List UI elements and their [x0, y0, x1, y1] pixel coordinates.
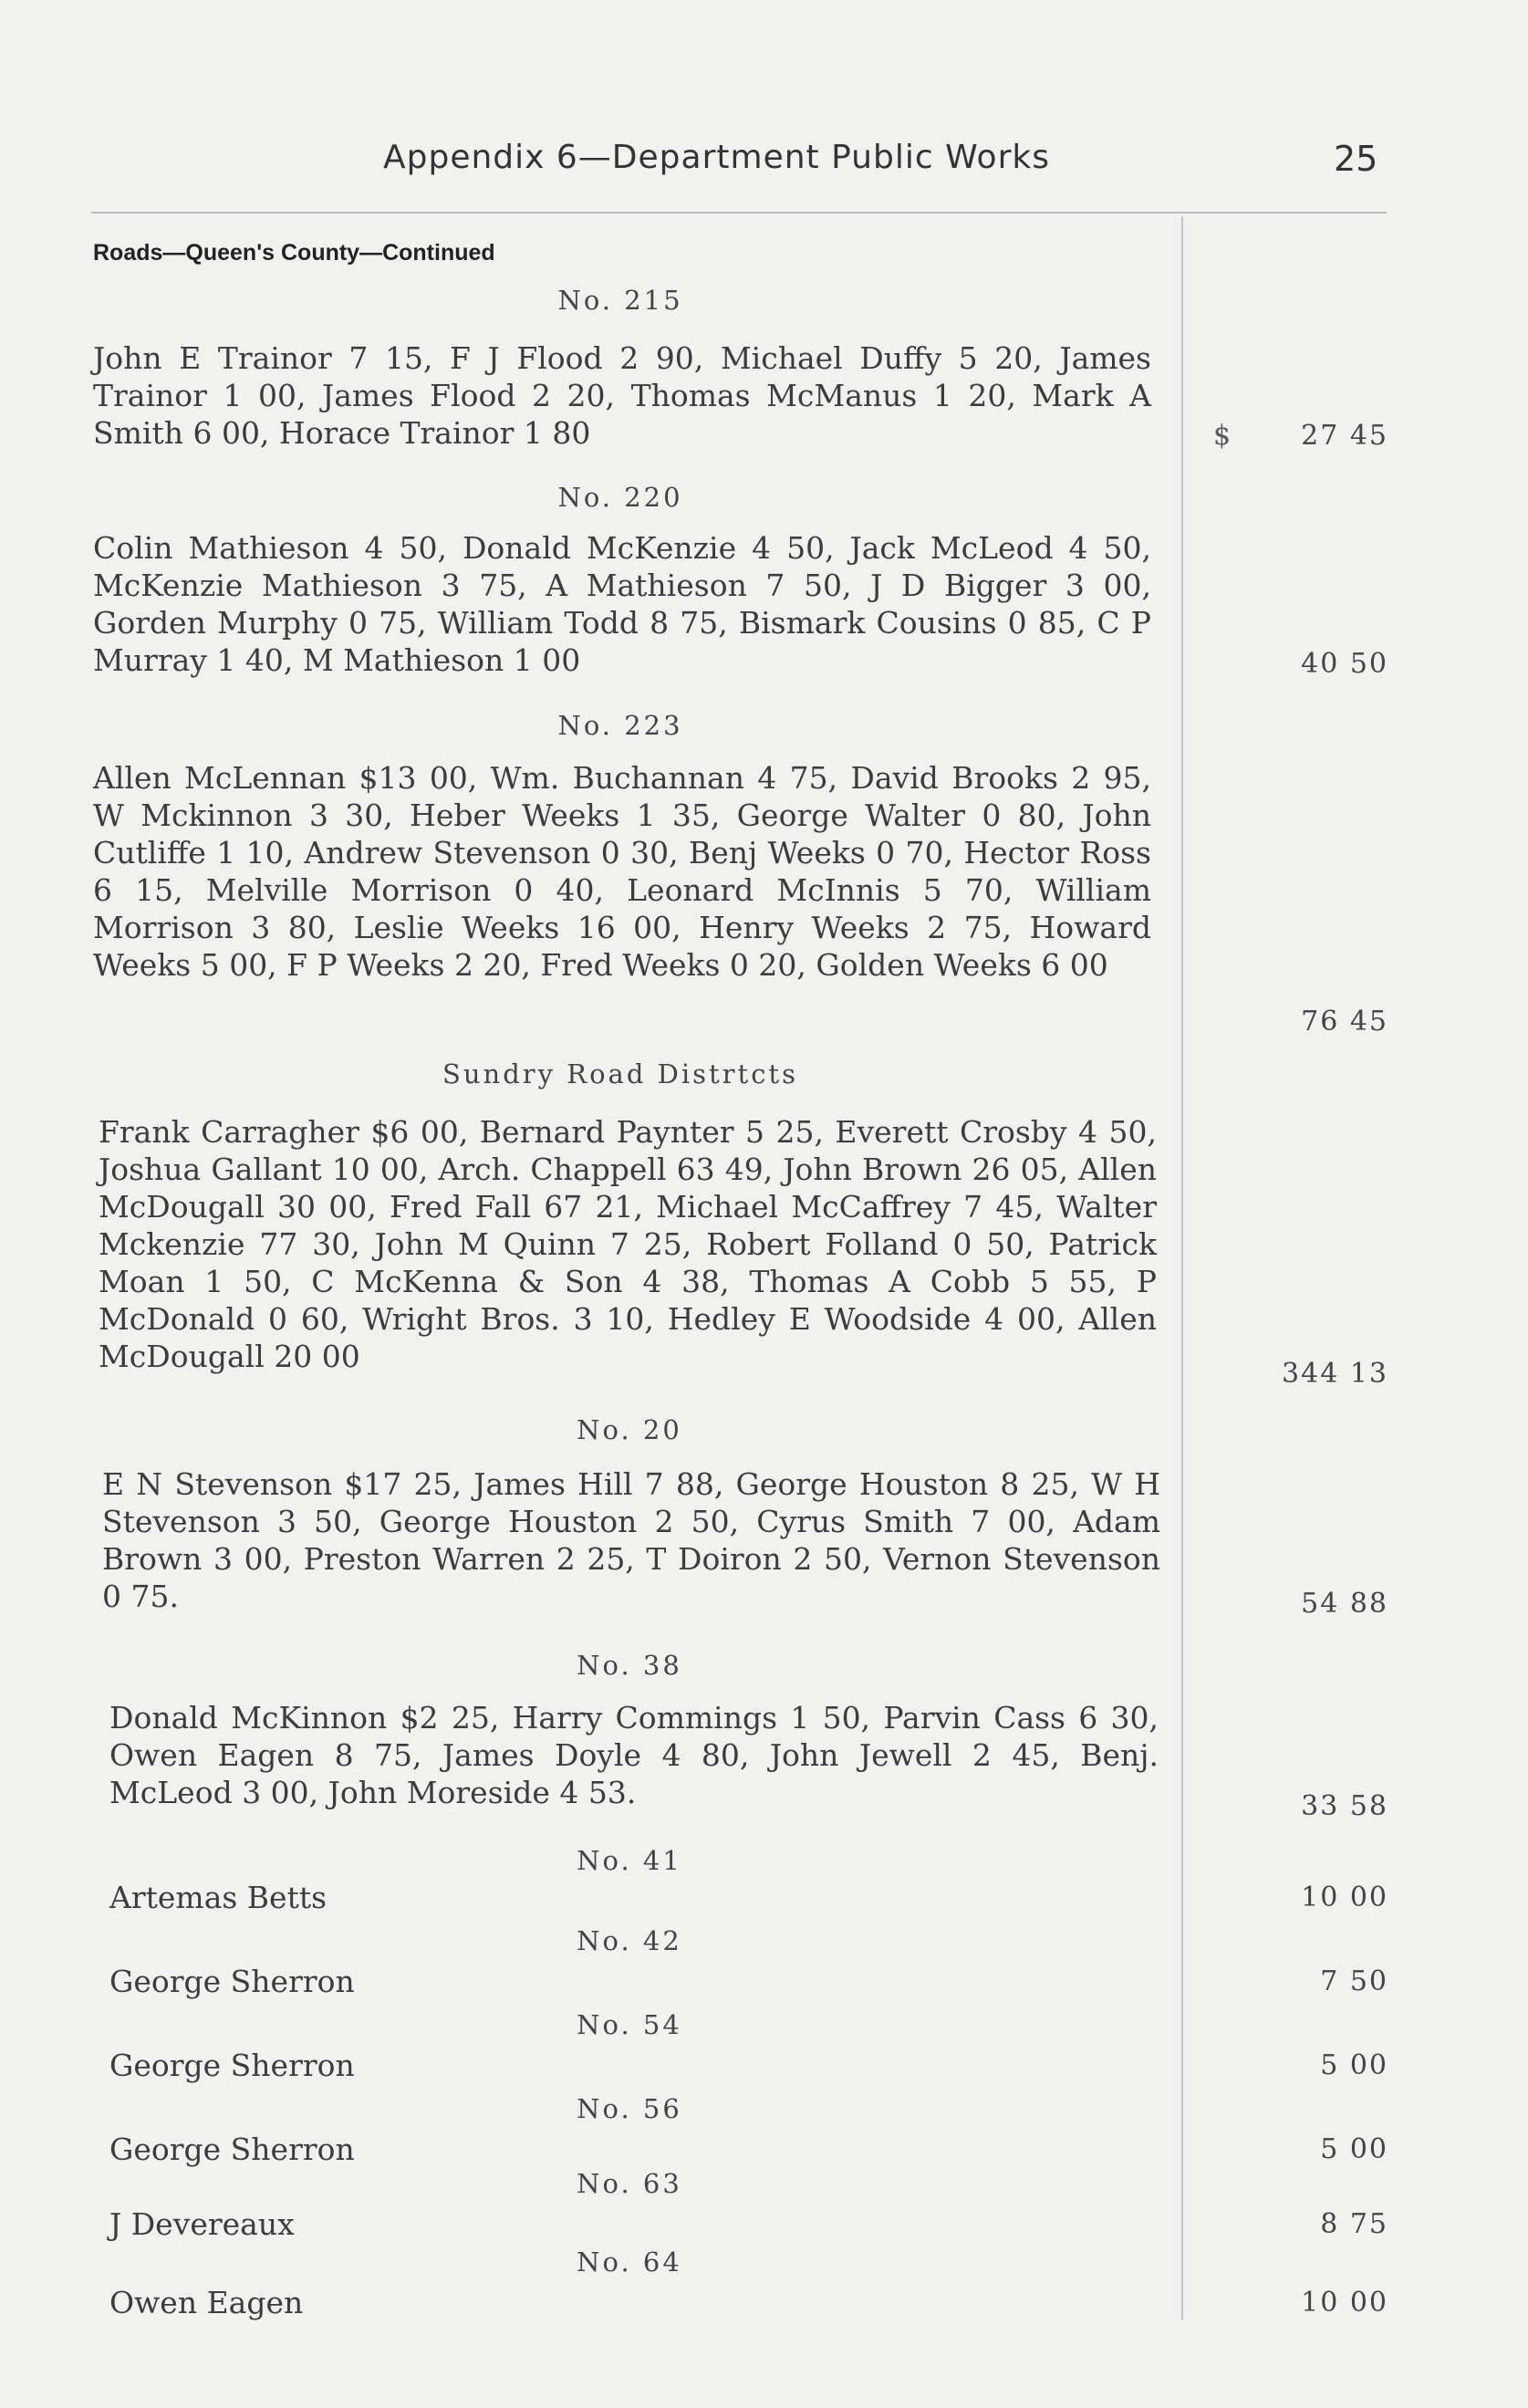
- district-entry-text: J Devereaux: [109, 2206, 295, 2242]
- district-entry-text: Artemas Betts: [109, 1880, 327, 1915]
- district-heading: No. 41: [577, 1845, 682, 1876]
- district-amount: 5 00: [1320, 2049, 1388, 2081]
- district-heading: No. 56: [577, 2093, 682, 2124]
- district-entry-text: Frank Carragher $6 00, Bernard Paynter 5 25, Everett Crosby 4 50, Joshua Gallant 10 00, Arch. Chappell 63 49, John Brown 26 05, Allen McDougall 30 00, Fred Fall 67 21, Michael McCaffrey 7 45, Walter Mckenzie 77 30, John M Quinn 7 25, Robert Folland 0 50, Patrick Moan 1 50, C McKenna & Son 4 38, Thomas A Cobb 5 55, P McDonald 0 60, Wright Bros. 3 10, Hedley E Woodside 4 00, Allen McDougall 20 00: [99, 1114, 1157, 1374]
- amount-column-rule: [1181, 217, 1183, 2320]
- district-heading: No. 38: [577, 1650, 682, 1681]
- district-amount: 40 50: [1301, 648, 1388, 680]
- district-entry-text: Colin Mathieson 4 50, Donald McKenzie 4 50, Jack McLeod 4 50, McKenzie Mathieson 3 75, A Mathieson 7 50, J D Bigger 3 00, Gorden Murphy 0 75, William Todd 8 75, Bismark Cousins 0 85, C P Murray 1 40, M Mathieson 1 00: [93, 530, 1151, 678]
- district-heading: No. 64: [577, 2246, 682, 2278]
- section-label: Roads—Queen's County—Continued: [93, 240, 495, 266]
- district-heading: No. 54: [577, 2009, 682, 2040]
- district-amount: 10 00: [1301, 2287, 1388, 2319]
- district-entry-text: E N Stevenson $17 25, James Hill 7 88, George Houston 8 25, W H Stevenson 3 50, George Houston 2 50, Cyrus Smith 7 00, Adam Brown 3 00, Preston Warren 2 25, T Doiron 2 50, Vernon Stevenson 0 75.: [102, 1466, 1160, 1614]
- district-heading: No. 220: [557, 482, 683, 513]
- district-heading: No. 20: [577, 1414, 682, 1445]
- district-heading: No. 63: [577, 2168, 682, 2199]
- district-amount: 76 45: [1301, 1006, 1388, 1037]
- district-entry-text: Owen Eagen: [109, 2285, 304, 2320]
- district-amount: 8 75: [1320, 2208, 1388, 2240]
- district-heading: No. 215: [557, 285, 683, 316]
- district-entry-text: Allen McLennan $13 00, Wm. Buchannan 4 75, David Brooks 2 95, W Mckinnon 3 30, Heber Weeks 1 35, George Walter 0 80, John Cutliffe 1 10, Andrew Stevenson 0 30, Benj Weeks 0 70, Hector Ross 6 15, Melville Morrison 0 40, Leonard McInnis 5 70, William Morrison 3 80, Leslie Weeks 16 00, Henry Weeks 2 75, Howard Weeks 5 00, F P Weeks 2 20, Fred Weeks 0 20, Golden Weeks 6 00: [93, 760, 1151, 983]
- district-heading: Sundry Road Distrtcts: [442, 1058, 798, 1089]
- district-entry-text: George Sherron: [109, 1964, 355, 1999]
- page-number: 25: [1334, 139, 1378, 179]
- district-amount: 344 13: [1282, 1358, 1388, 1390]
- district-amount: 27 45: [1301, 420, 1388, 452]
- currency-symbol: $: [1213, 420, 1232, 452]
- district-amount: 33 58: [1301, 1790, 1388, 1822]
- district-amount: 54 88: [1301, 1588, 1388, 1620]
- page-title: Appendix 6—Department Public Works: [383, 139, 1050, 176]
- district-entry-text: Donald McKinnon $2 25, Harry Commings 1 50, Parvin Cass 6 30, Owen Eagen 8 75, James Doyle 4 80, John Jewell 2 45, Benj. McLeod 3 00, John Moreside 4 53.: [109, 1700, 1159, 1810]
- district-amount: 10 00: [1301, 1882, 1388, 1913]
- district-entry-text: George Sherron: [109, 2048, 355, 2083]
- district-heading: No. 42: [577, 1925, 682, 1956]
- district-entry-text: George Sherron: [109, 2132, 355, 2167]
- district-amount: 5 00: [1320, 2133, 1388, 2165]
- district-entry-text: John E Trainor 7 15, F J Flood 2 90, Michael Duffy 5 20, James Trainor 1 00, James Flood 2 20, Thomas McManus 1 20, Mark A Smith 6 00, Horace Trainor 1 80: [93, 340, 1151, 451]
- district-heading: No. 223: [557, 710, 683, 741]
- district-amount: 7 50: [1320, 1965, 1388, 1997]
- header-rule: [91, 212, 1387, 214]
